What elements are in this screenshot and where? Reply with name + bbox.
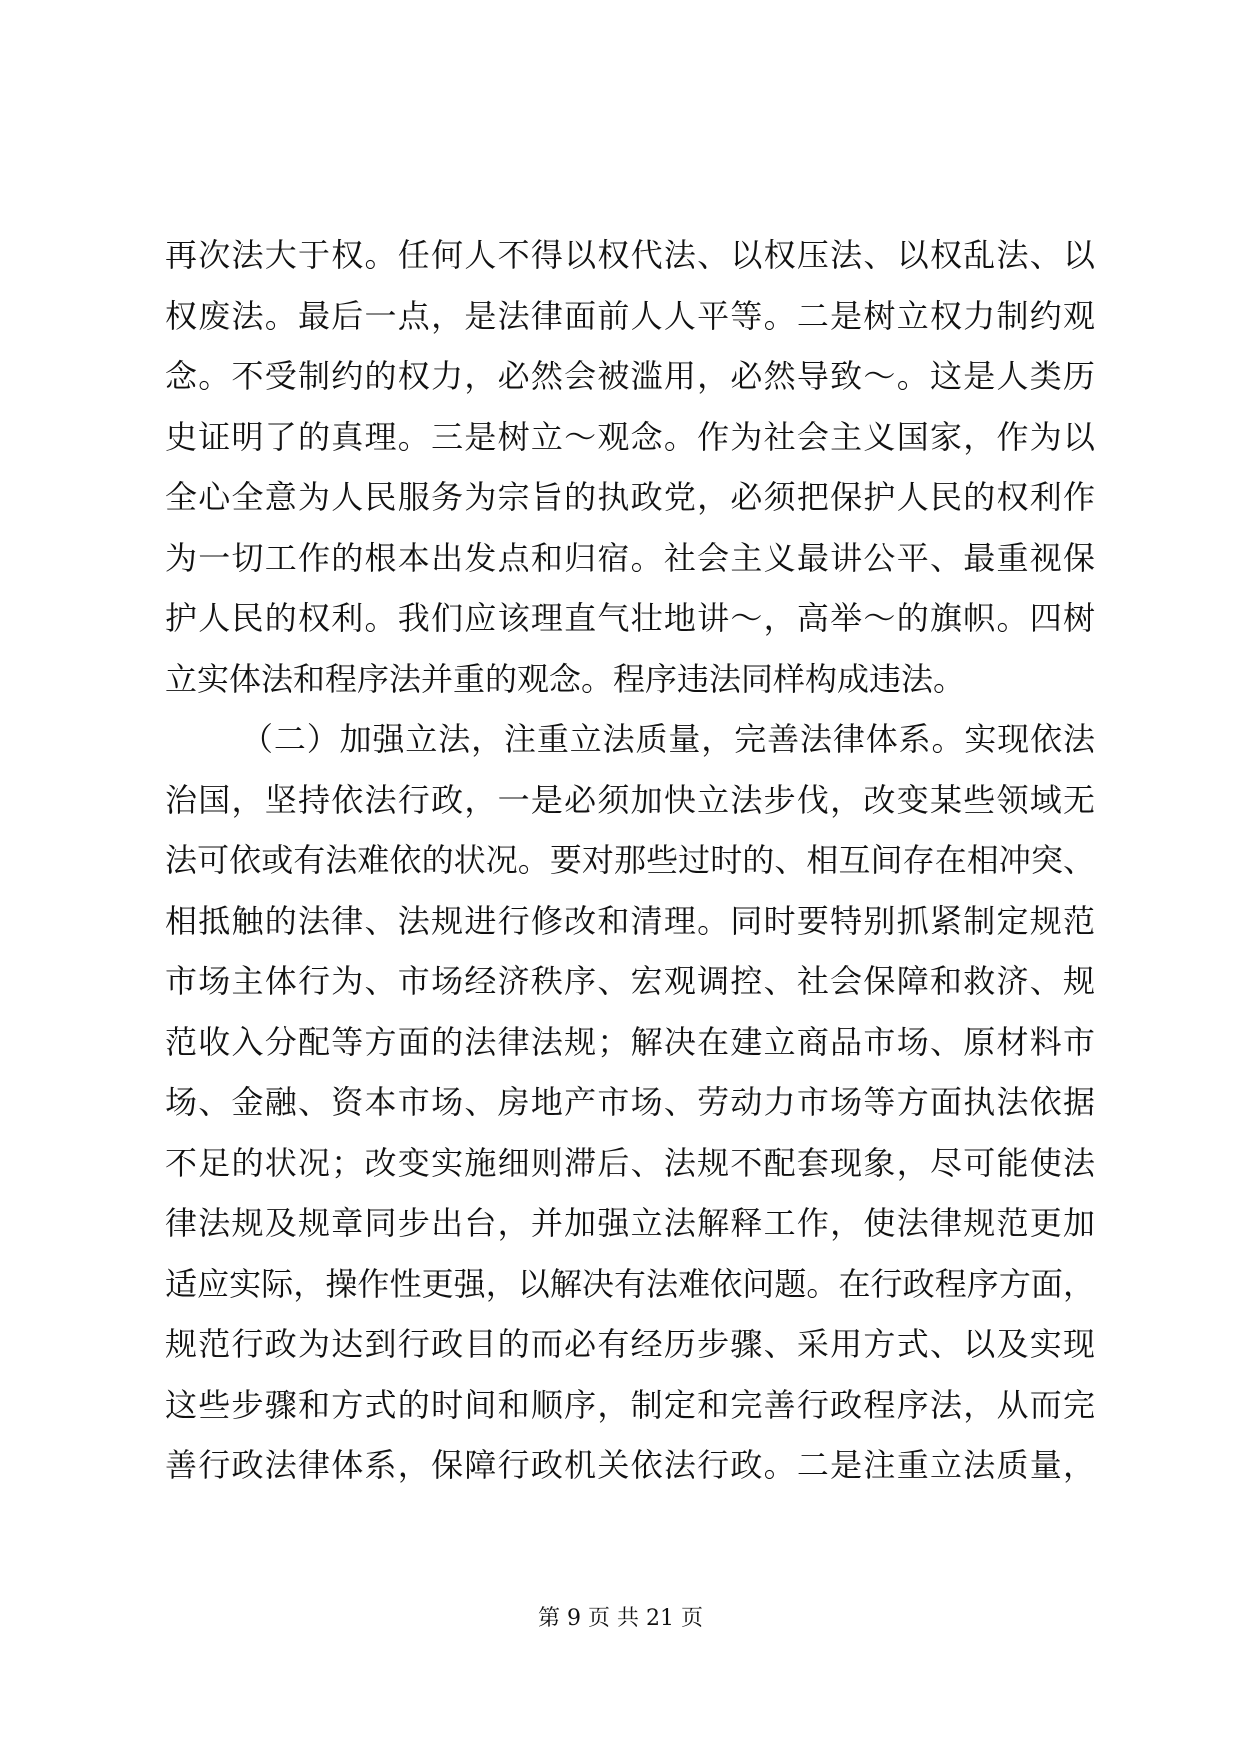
text-line: 律法规及规章同步出台，并加强立法解释工作，使法律规范更加 <box>165 1204 1095 1242</box>
text-line: 市场主体行为、市场经济秩序、宏观调控、社会保障和救济、规 <box>165 962 1095 1000</box>
text-line: 适应实际，操作性更强，以解决有法难依问题。在行政程序方面， <box>165 1264 1095 1303</box>
text-line: 善行政法律体系，保障行政机关依法行政。二是注重立法质量， <box>165 1446 1095 1484</box>
body-text <box>165 225 1095 1496</box>
section-heading-line: （二）加强立法，注重立法质量，完善法律体系。实现依法 <box>241 720 1095 758</box>
text-line: 念。不受制约的权力，必然会被滥用，必然导致～。这是人类历 <box>165 357 1095 395</box>
text-line: 场、金融、资本市场、房地产市场、劳动力市场等方面执法依据 <box>165 1083 1095 1121</box>
text-line: 范收入分配等方面的法律法规；解决在建立商品市场、原材料市 <box>165 1022 1095 1061</box>
text-line: 不足的状况；改变实施细则滞后、法规不配套现象，尽可能使法 <box>165 1143 1095 1182</box>
text-line: 规范行政为达到行政目的而必有经历步骤、采用方式、以及实现 <box>165 1325 1095 1363</box>
text-line: 全心全意为人民服务为宗旨的执政党，必须把保护人民的权利作 <box>165 478 1095 516</box>
text-line: 再次法大于权。任何人不得以权代法、以权压法、以权乱法、以 <box>165 236 1095 274</box>
text-line: 权废法。最后一点，是法律面前人人平等。二是树立权力制约观 <box>165 296 1095 335</box>
text-line: 这些步骤和方式的时间和顺序，制定和完善行政程序法，从而完 <box>165 1385 1095 1424</box>
text-line: 立实体法和程序法并重的观念。程序违法同样构成违法。 <box>165 659 966 698</box>
text-line: 相抵触的法律、法规进行修改和清理。同时要特别抓紧制定规范 <box>165 901 1095 940</box>
page-number-footer: 第 9 页 共 21 页 <box>538 1606 703 1631</box>
text-line: 法可依或有法难依的状况。要对那些过时的、相互间存在相冲突、 <box>165 841 1095 879</box>
text-line: 治国，坚持依法行政，一是必须加快立法步伐，改变某些领域无 <box>165 780 1095 819</box>
text-line: 史证明了的真理。三是树立～观念。作为社会主义国家，作为以 <box>165 417 1095 456</box>
text-line: 护人民的权利。我们应该理直气壮地讲～，高举～的旗帜。四树 <box>165 599 1095 637</box>
text-line: 为一切工作的根本出发点和归宿。社会主义最讲公平、最重视保 <box>165 538 1095 577</box>
